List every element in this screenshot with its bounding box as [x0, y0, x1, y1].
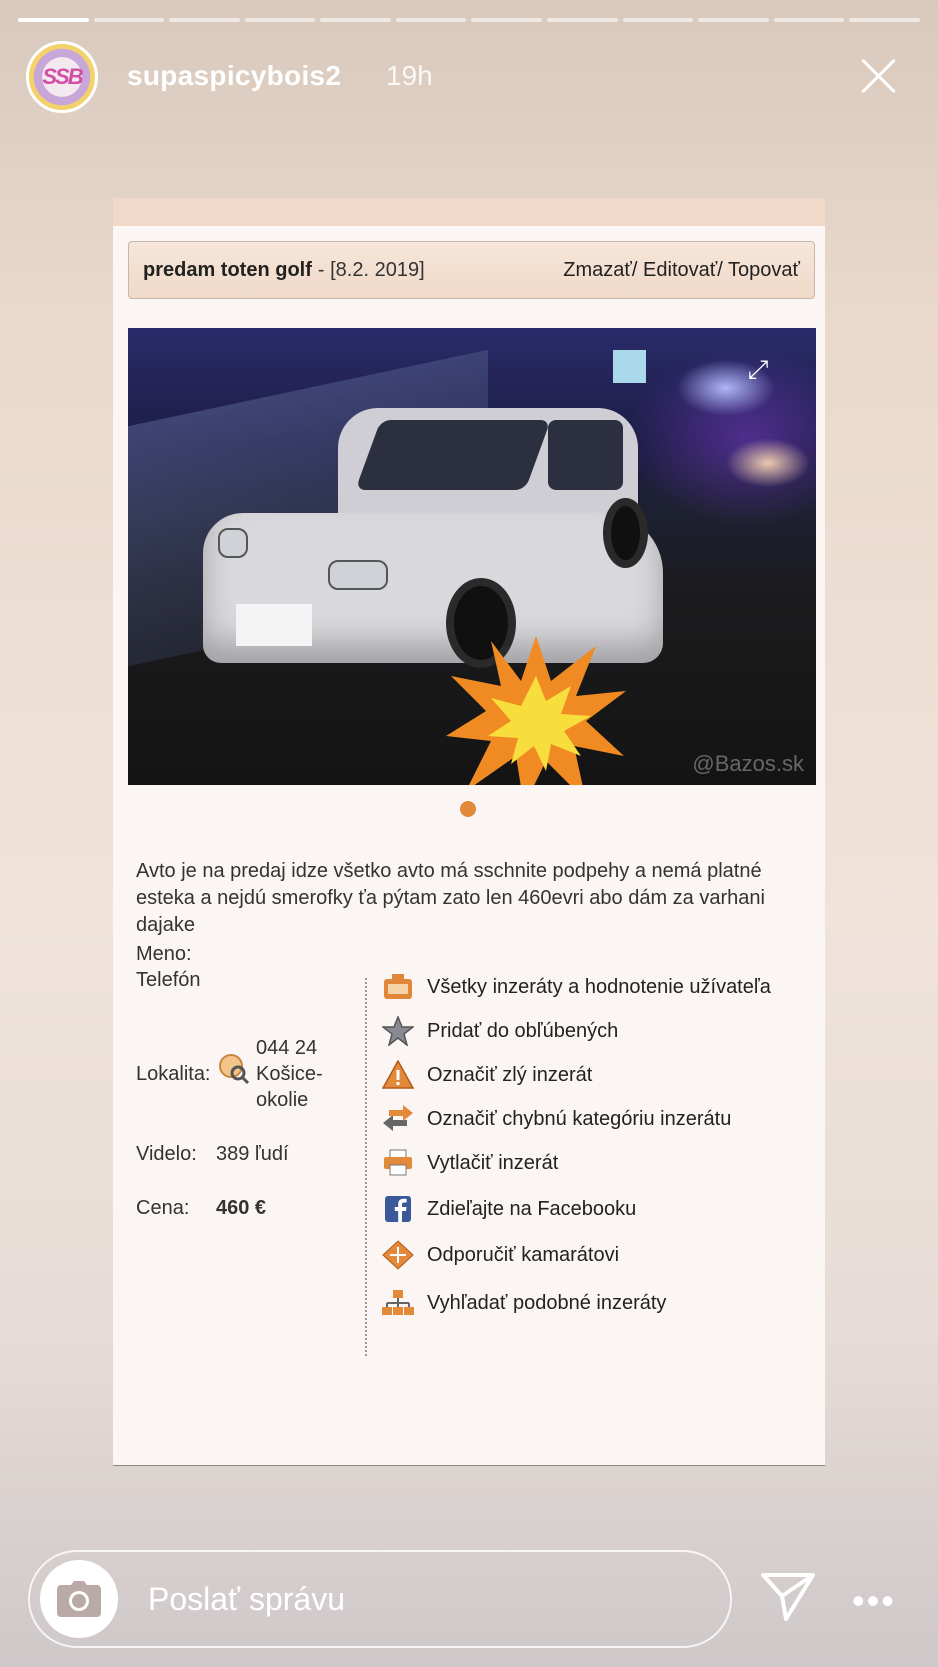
progress-segment [94, 18, 165, 22]
ad-date: - [8.2. 2019] [317, 258, 425, 281]
close-icon[interactable] [858, 56, 898, 96]
price-label: Cena: [136, 1197, 190, 1219]
phone-label: Telefón [136, 969, 201, 991]
ad-title-bar [128, 241, 815, 299]
expand-icon[interactable]: ⤢ [747, 354, 769, 384]
car-side-window [548, 420, 623, 490]
link-search-similar-label: Vyhľadať podobné inzeráty [427, 1291, 667, 1314]
progress-segment [169, 18, 240, 22]
price-value: 460 € [216, 1197, 267, 1219]
link-print-ad-label: Vytlačiť inzerát [427, 1151, 559, 1174]
car-windshield [355, 420, 550, 490]
star-icon [381, 1016, 415, 1046]
link-report-bad-ad-label: Označiť zlý inzerát [427, 1063, 593, 1086]
link-report-bad-ad[interactable] [381, 1060, 592, 1090]
message-placeholder: Poslať správu [148, 1580, 345, 1617]
username[interactable]: supaspicybois2 [127, 60, 342, 91]
progress-fill [18, 18, 89, 22]
link-user-ads-label: Všetky inzeráty a hodnotenie užívateľa [427, 975, 771, 998]
progress-segment [849, 18, 920, 22]
location-label: Lokalita: [136, 1063, 211, 1085]
link-recommend-friend[interactable] [381, 1240, 619, 1270]
progress-segment [698, 18, 769, 22]
avatar-text: SSB [42, 64, 82, 89]
views-label: Videlo: [136, 1143, 197, 1165]
link-report-category-label: Označiť chybnú kategóriu inzerátu [427, 1107, 732, 1130]
user-ads-icon [381, 972, 415, 1002]
license-plate-blur [236, 604, 312, 646]
car-wheel-rear [603, 498, 648, 568]
explosion-emoji [446, 636, 626, 785]
ad-top-strip [113, 198, 825, 226]
location-search-icon[interactable] [218, 1053, 250, 1085]
location-region[interactable]: okolie [256, 1089, 309, 1111]
progress-segment [547, 18, 618, 22]
ad-actions: Zmazať/ Editovať/ Topovať [563, 258, 800, 281]
ad-screenshot [113, 198, 825, 1466]
printer-icon [381, 1148, 415, 1178]
link-print-ad[interactable] [381, 1148, 558, 1178]
sitemap-icon [381, 1288, 415, 1318]
warning-icon [381, 1060, 415, 1090]
location-zip[interactable]: 044 24 [256, 1037, 318, 1059]
views-value: 389 ľudí [216, 1143, 289, 1165]
progress-segment [396, 18, 467, 22]
link-share-facebook-label: Zdieľajte na Facebooku [427, 1197, 637, 1220]
link-report-category[interactable] [381, 1104, 731, 1134]
link-user-ads[interactable] [381, 972, 771, 1002]
post-time: 19h [386, 60, 433, 91]
facebook-icon [381, 1194, 415, 1224]
meta-divider [365, 978, 367, 1356]
name-label: Meno: [136, 943, 192, 965]
link-share-facebook[interactable] [381, 1194, 636, 1224]
send-icon[interactable] [760, 1572, 816, 1622]
car-photo [128, 328, 816, 785]
camera-icon[interactable] [40, 1560, 118, 1638]
story-progress [18, 18, 920, 22]
link-add-favorites[interactable] [381, 1016, 618, 1046]
progress-segment [774, 18, 845, 22]
progress-segment [18, 18, 89, 22]
link-recommend-friend-label: Odporučiť kamarátovi [427, 1243, 620, 1266]
ad-description: Avto je na predaj idze všetko avto má sschnite podpehy a nemá platné esteka a nejdú smerofky ťa pýtam zato len 460evri abo dám za varhani dajake [136, 860, 765, 936]
progress-segment [471, 18, 542, 22]
swap-arrows-icon [381, 1104, 415, 1134]
progress-segment [320, 18, 391, 22]
photo-watermark: @Bazos.sk [692, 751, 804, 776]
car-headlight-left [218, 528, 248, 558]
carousel-dot[interactable] [460, 801, 476, 817]
message-input[interactable] [28, 1550, 732, 1648]
ad-title: predam toten golf [143, 258, 312, 281]
link-add-favorites-label: Pridať do obľúbených [427, 1019, 619, 1042]
car-headlight-right [328, 560, 388, 590]
recommend-icon [381, 1240, 415, 1270]
link-search-similar[interactable] [381, 1288, 666, 1318]
location-city[interactable]: Košice- [256, 1063, 323, 1085]
avatar[interactable] [26, 41, 98, 113]
censor-square [613, 350, 646, 383]
more-options-icon[interactable]: ••• [852, 1580, 896, 1621]
progress-segment [623, 18, 694, 22]
progress-segment [245, 18, 316, 22]
